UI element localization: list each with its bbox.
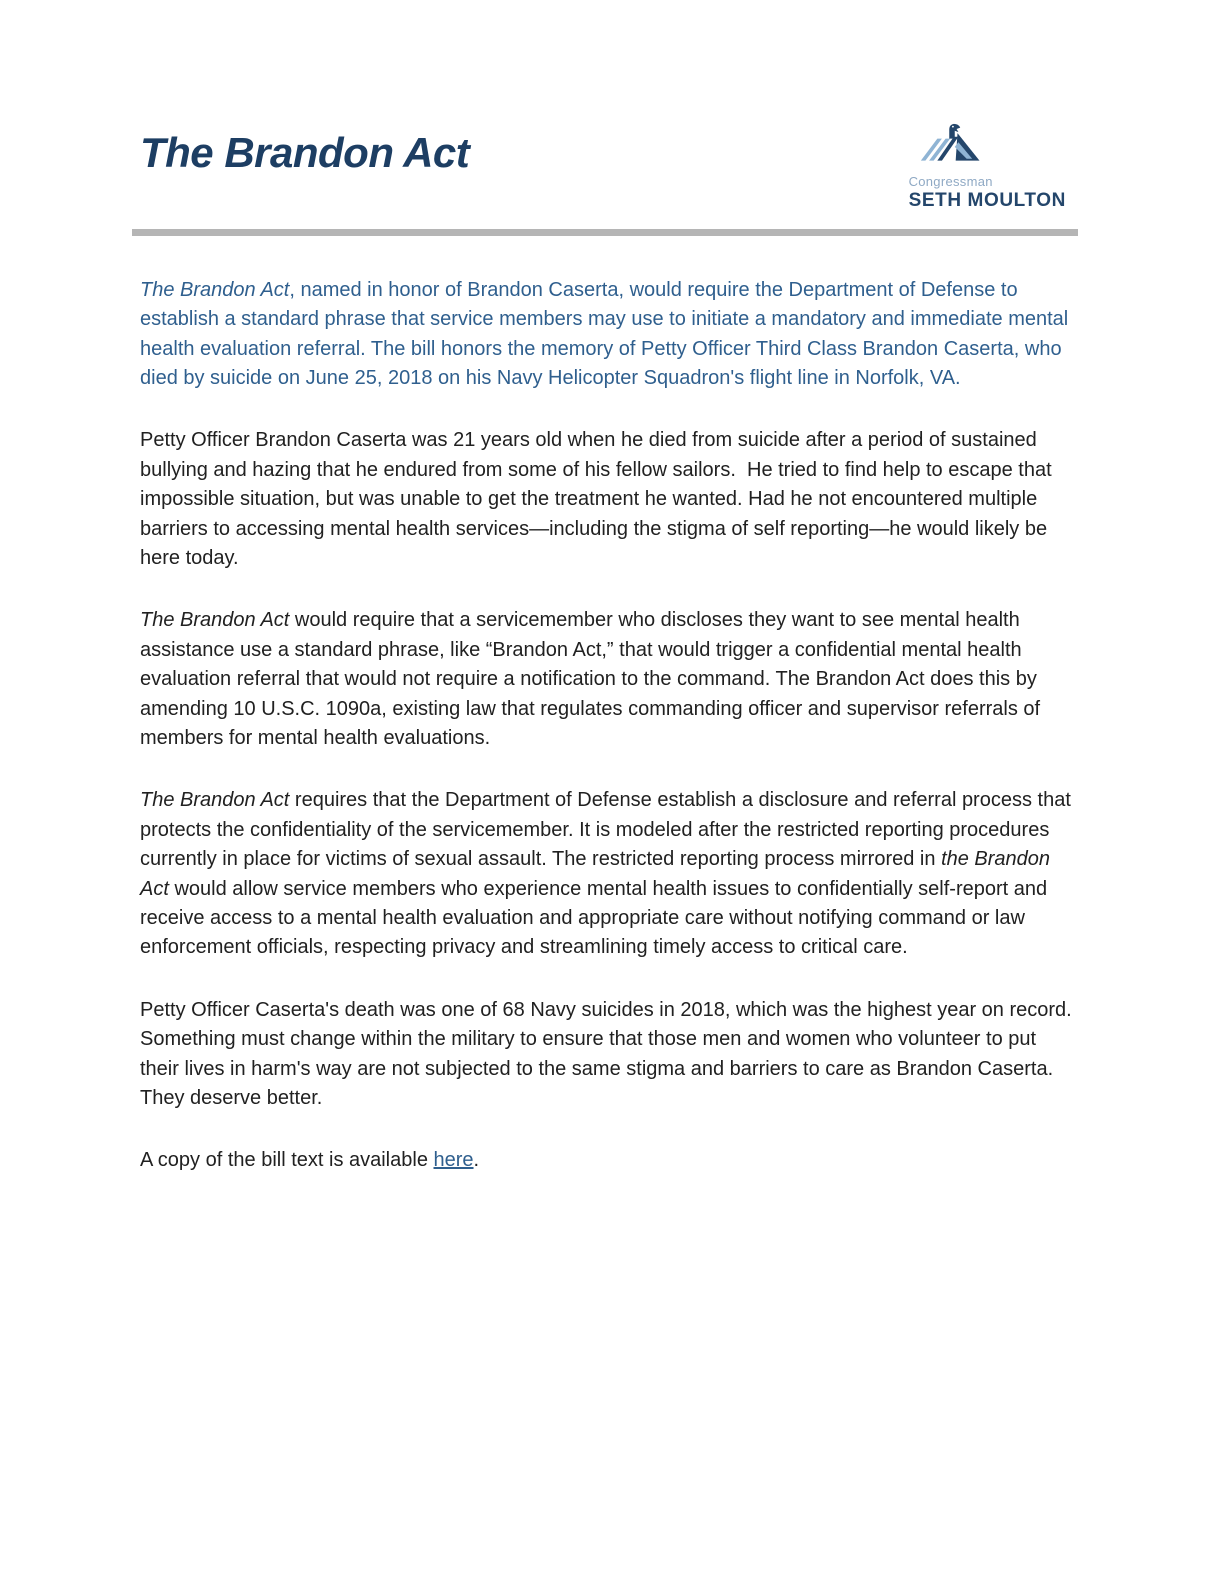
paragraph-intro-italic-lead: The Brandon Act bbox=[140, 278, 290, 301]
paragraph-statistics-text: Petty Officer Caserta's death was one of 68 Navy suicides in 2018, which was the highest year on record. Something must change within the military to ensure that those men and women who volunteer to put their lives in harm's way are not subjected to the same stigma and barriers to care as Brandon Caserta. They deserve better. bbox=[140, 998, 1083, 1110]
page-title: The Brandon Act bbox=[140, 129, 470, 176]
document-body bbox=[0, 236, 1216, 1176]
paragraph-background bbox=[140, 426, 1076, 573]
bill-copy-trail-text: . bbox=[473, 1149, 480, 1172]
header-divider bbox=[132, 229, 1078, 236]
congressman-name: SETH MOULTON bbox=[908, 189, 1066, 211]
paragraph-background-text: Petty Officer Brandon Caserta was 21 years old when he died from suicide after a period of sustained bullying and hazing that he endured from some of his fellow sailors. He tried to find help to escape that impossible situation, but was unable to get the treatment he wanted. Had he not encountered multiple barriers to accessing mental health services—including the stigma of self reporting—he would likely be here today. bbox=[140, 429, 1058, 569]
paragraph-requirements bbox=[140, 606, 1076, 753]
congressman-label: Congressman bbox=[908, 174, 993, 189]
paragraph-process-text-1: requires that the Department of Defense establish a disclosure and referral process that protects the confidentiality of the servicemember. It is modeled after the restricted reporting procedures currently in place for victims of sexual assault. The restricted reporting process mirrored in bbox=[140, 789, 1077, 871]
congressman-seth-moulton-logo bbox=[909, 122, 1066, 213]
bill-text-link[interactable]: here bbox=[433, 1149, 474, 1172]
eagle-icon bbox=[919, 122, 985, 173]
paragraph-bill-copy bbox=[140, 1146, 1076, 1175]
document-header bbox=[0, 0, 1216, 213]
paragraph-process-text-2: would allow service members who experience mental health issues to confidentially self-report and receive access to a mental health evaluation and appropriate care without notifying command or law enforcement officials, respecting privacy and streamlining timely access to critical care. bbox=[140, 877, 1053, 959]
paragraph-requirements-italic-lead: The Brandon Act bbox=[140, 609, 290, 632]
paragraph-intro-text: , named in honor of Brandon Caserta, would require the Department of Defense to establish a standard phrase that service members may use to initiate a mandatory and immediate mental health evaluation referral. The bill honors the memory of Petty Officer Third Class Brandon Caserta, who died by suicide on June 25, 2018 on his Navy Helicopter Squadron's flight line in Norfolk, VA. bbox=[140, 278, 1074, 389]
paragraph-intro bbox=[140, 276, 1076, 394]
paragraph-requirements-text: would require that a servicemember who discloses they want to see mental health assistance use a standard phrase, like “Brandon Act,” that would trigger a confidential mental health evaluation referral that would not require a notification to the command. The Brandon Act does this by amending 10 U.S.C. 1090a, existing law that regulates commanding officer and supervisor referrals of members for mental health evaluations. bbox=[140, 609, 1046, 750]
paragraph-statistics bbox=[140, 996, 1083, 1114]
paragraph-process bbox=[140, 786, 1076, 962]
bill-copy-lead-text: A copy of the bill text is available bbox=[140, 1149, 434, 1172]
paragraph-process-italic-mid: the Brandon Act bbox=[140, 848, 1055, 900]
paragraph-process-italic-lead: The Brandon Act bbox=[140, 789, 290, 812]
